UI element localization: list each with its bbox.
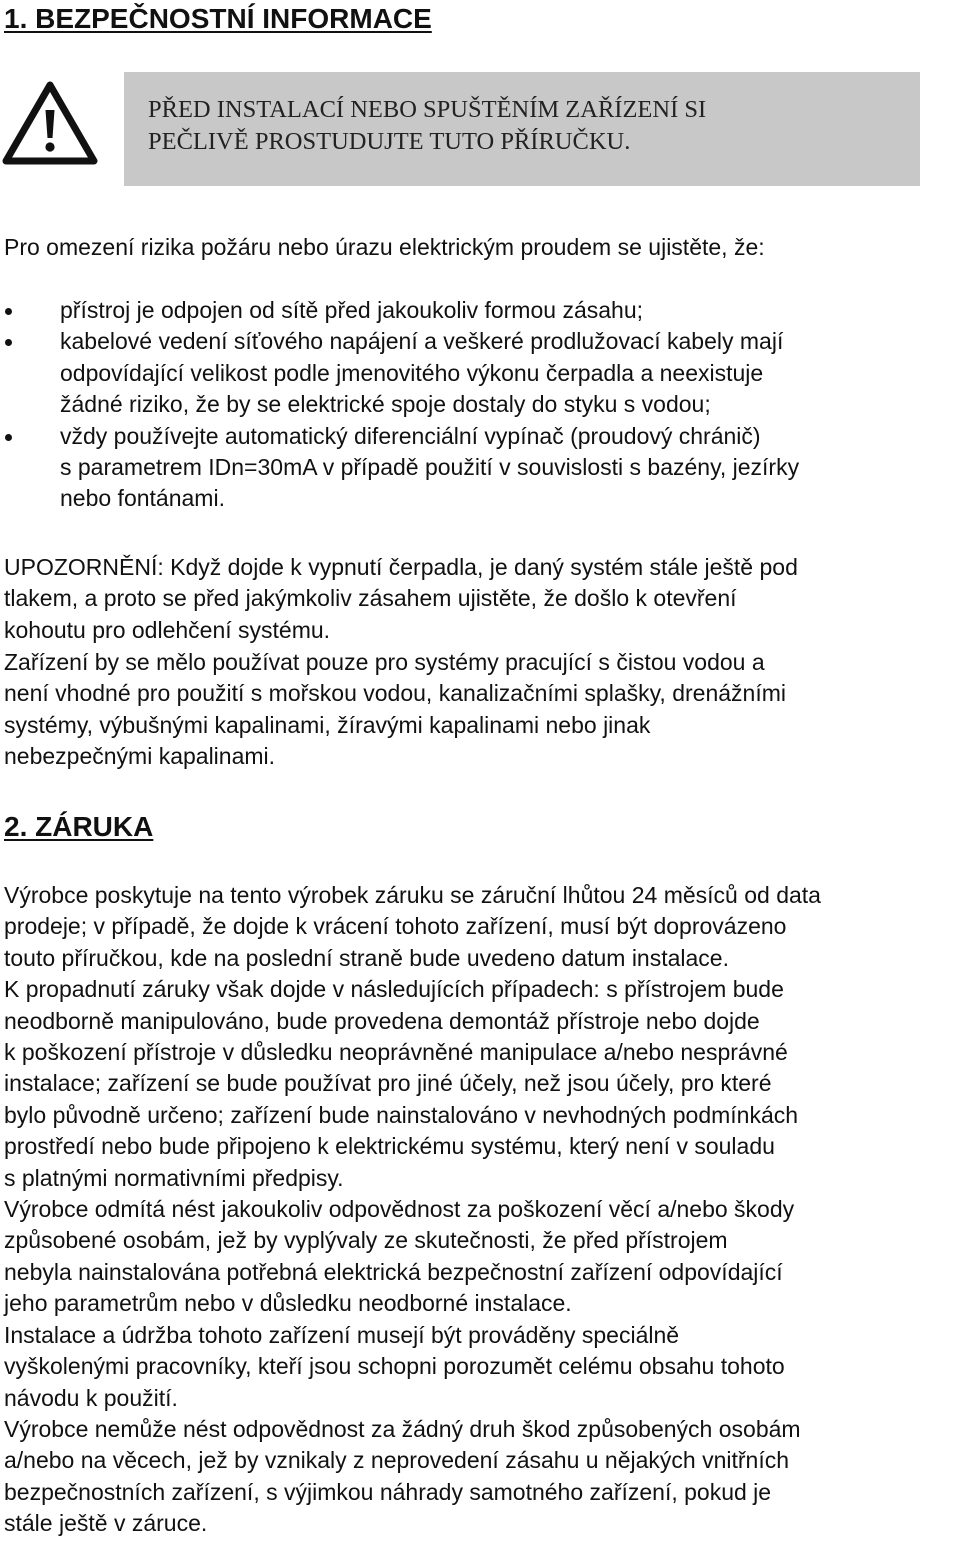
list-item-line: s parametrem IDn=30mA v případě použití v souvislosti s bazény, jezírky bbox=[60, 454, 800, 481]
paragraph-line: k poškození přístroje v důsledku neoprávněné manipulace a/nebo nesprávné bbox=[4, 1039, 788, 1066]
paragraph-line: neodborně manipulováno, bude provedena demontáž přístroje nebo dojde bbox=[4, 1007, 760, 1034]
paragraph-line: nebyla nainstalována potřebná elektrická bezpečnostní zařízení odpovídající bbox=[4, 1258, 783, 1285]
paragraph-line: není vhodné pro použití s mořskou vodou, kanalizačními splašky, drenážními bbox=[4, 680, 786, 707]
warning-triangle-icon bbox=[2, 80, 98, 166]
list-item-line: vždy používejte automatický diferenciální vypínač (proudový chránič) bbox=[60, 422, 761, 449]
paragraph-line: vyškolenými pracovníky, kteří jsou schopni porozumět celému obsahu tohoto bbox=[4, 1353, 785, 1380]
notice-line: PŘED INSTALACÍ NEBO SPUŠTĚNÍM ZAŘÍZENÍ SI bbox=[148, 96, 707, 123]
section-heading-warranty: 2. ZÁRUKA bbox=[4, 811, 154, 842]
paragraph-line: bylo původně určeno; zařízení bude nainstalováno v nevhodných podmínkách bbox=[4, 1101, 799, 1128]
section-heading-safety: 1. BEZPEČNOSTNÍ INFORMACE bbox=[4, 3, 432, 34]
list-item-line: odpovídající velikost podle jmenovitého výkonu čerpadla a neexistuje bbox=[60, 359, 764, 386]
paragraph-line: s platnými normativními předpisy. bbox=[4, 1164, 344, 1191]
paragraph-line: způsobené osobám, jež by vyplývaly ze skutečnosti, že před přístrojem bbox=[4, 1227, 728, 1254]
bullet-icon bbox=[5, 339, 12, 346]
paragraph-line: kohoutu pro odlehčení systému. bbox=[4, 616, 331, 643]
paragraph-line: jeho parametrům nebo v důsledku neodborné instalace. bbox=[4, 1290, 572, 1317]
paragraph-line: prostředí nebo bude připojeno k elektrickému systému, který není v souladu bbox=[4, 1133, 775, 1160]
paragraph-line: stále ještě v záruce. bbox=[4, 1510, 208, 1537]
warning-paragraph bbox=[4, 552, 956, 646]
intro-paragraph: Pro omezení rizika požáru nebo úrazu elektrickým proudem se ujistěte, že: bbox=[4, 234, 765, 260]
paragraph-line: K propadnutí záruky však dojde v následujících případech: s přístrojem bude bbox=[4, 976, 784, 1003]
warranty-text bbox=[4, 880, 956, 1540]
paragraph-line: nebezpečnými kapalinami. bbox=[4, 743, 276, 770]
bullet-icon bbox=[5, 434, 12, 441]
paragraph-line: instalace; zařízení se bude používat pro jiné účely, než jsou účely, pro které bbox=[4, 1070, 772, 1097]
paragraph-line: a/nebo na věcech, jež by vznikaly z neprovedení zásahu u nějakých vnitřních bbox=[4, 1447, 790, 1474]
paragraph-line: Výrobce odmítá nést jakoukoliv odpovědnost za poškození věcí a/nebo škody bbox=[4, 1196, 795, 1223]
paragraph-line: bezpečnostních zařízení, s výjimkou náhrady samotného zařízení, pokud je bbox=[4, 1478, 772, 1505]
paragraph-line: Zařízení by se mělo používat pouze pro systémy pracující s čistou vodou a bbox=[4, 649, 765, 675]
safety-notice-box bbox=[124, 72, 920, 186]
paragraph-line: UPOZORNĚNÍ: Když dojde k vypnutí čerpadla, je daný systém stále ještě pod bbox=[4, 554, 798, 580]
list-item bbox=[0, 326, 960, 420]
usage-paragraph bbox=[4, 647, 956, 773]
paragraph-line: návodu k použití. bbox=[4, 1384, 178, 1411]
paragraph-line: Instalace a údržba tohoto zařízení musejí být prováděny speciálně bbox=[4, 1321, 680, 1348]
list-item-line: kabelové vedení síťového napájení a veškeré prodlužovací kabely mají bbox=[60, 328, 784, 355]
list-item-line: žádné riziko, že by se elektrické spoje dostaly do styku s vodou; bbox=[60, 391, 711, 418]
paragraph-line: tlakem, a proto se před jakýmkoliv zásahem ujistěte, že došlo k otevření bbox=[4, 585, 737, 612]
bullet-icon bbox=[5, 308, 12, 315]
paragraph-line: Výrobce nemůže nést odpovědnost za žádný druh škod způsobených osobám bbox=[4, 1415, 801, 1442]
safety-checklist bbox=[0, 295, 960, 515]
list-item-line: nebo fontánami. bbox=[60, 485, 225, 512]
paragraph-line: systémy, výbušnými kapalinami, žíravými kapalinami nebo jinak bbox=[4, 711, 651, 738]
list-item bbox=[0, 421, 960, 515]
list-item bbox=[0, 295, 960, 326]
notice-line: PEČLIVĚ PROSTUDUJTE TUTO PŘÍRUČKU. bbox=[148, 128, 631, 155]
paragraph-line: prodeje; v případě, že dojde k vrácení tohoto zařízení, musí být doprovázeno bbox=[4, 913, 787, 940]
list-item-line: přístroj je odpojen od sítě před jakoukoliv formou zásahu; bbox=[60, 297, 643, 323]
paragraph-line: touto příručkou, kde na poslední straně bude uvedeno datum instalace. bbox=[4, 944, 729, 971]
paragraph-line: Výrobce poskytuje na tento výrobek záruku se záruční lhůtou 24 měsíců od data bbox=[4, 882, 821, 908]
